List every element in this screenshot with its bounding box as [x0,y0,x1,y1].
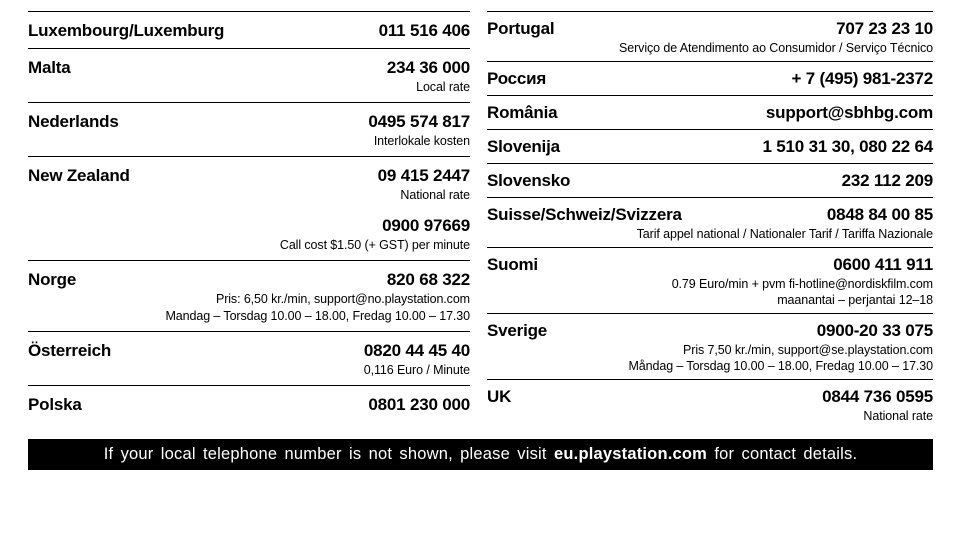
support-email: support@sbhbg.com [765,103,933,122]
row-sverige [487,313,933,379]
row-polska [28,385,470,422]
hours-note: Mandag – Torsdag 10.00 – 18.00, Fredag 10.00 – 17.30 [165,309,470,323]
service-note: Serviço de Atendimento ao Consumidor / Serviço Técnico [619,41,933,55]
row-luxembourg [28,11,470,48]
phone-number: 09 415 2447 [377,166,470,185]
country-name: Россия [487,69,547,88]
phone-number: 0820 44 45 40 [363,341,470,360]
phone-number: 0600 411 911 [833,255,933,274]
phone-number: 0801 230 000 [368,395,470,414]
rate-note: 0,116 Euro / Minute [363,363,470,377]
footer-text [104,445,858,464]
country-name: Norge [28,270,77,289]
rate-note: National rate [863,409,933,423]
row-malta [28,48,470,102]
country-name: Österreich [28,341,112,360]
country-name: New Zealand [28,166,130,185]
country-name: Slovenija [487,137,560,156]
phone-number: 0844 736 0595 [822,387,933,406]
contact-column-right [487,11,933,429]
country-name: UK [487,387,512,406]
country-name: Slovensko [487,171,571,190]
rate-note: Pris 7,50 kr./min, support@se.playstation.com [683,343,933,357]
row-romania [487,95,933,129]
rate-note: Tarif appel national / Nationaler Tarif / Tariffa Nazionale [636,227,933,241]
row-suisse [487,197,933,247]
hours-note: Måndag – Torsdag 10.00 – 18.00, Fredag 10.00 – 17.30 [628,359,933,373]
phone-number: 820 68 322 [386,270,470,289]
rate-note: Pris: 6,50 kr./min, support@no.playstation.com [215,292,470,306]
row-nederlands [28,102,470,156]
row-new-zealand [28,156,470,260]
rate-note: Local rate [416,80,470,94]
phone-number: 234 36 000 [386,58,470,77]
phone-number: 011 516 406 [378,21,470,40]
phone-number: 0900 97669 [382,216,470,235]
rate-note: Interlokale kosten [373,134,470,148]
rate-note: 0.79 Euro/min + pvm fi-hotline@nordiskfilm.com [671,277,933,291]
footer-banner [28,439,933,470]
rate-note: Call cost $1.50 (+ GST) per minute [279,238,470,252]
country-name: Suomi [487,255,538,274]
country-name: Nederlands [28,112,119,131]
phone-number: 1 510 31 30, 080 22 64 [762,137,933,156]
phone-number: 0495 574 817 [368,112,470,131]
row-uk [487,379,933,429]
country-name: Suisse/Schweiz/Svizzera [487,205,682,224]
rate-note: National rate [400,188,470,202]
footer-text-after: for contact details. [714,445,858,463]
footer-url: eu.playstation.com [554,445,708,463]
row-suomi [487,247,933,313]
country-name: Luxembourg/Luxemburg [28,21,225,40]
country-name: Polska [28,395,82,414]
row-slovensko [487,163,933,197]
country-name: Portugal [487,19,555,38]
footer-text-before: If your local telephone number is not shown, please visit [103,445,547,463]
row-slovenija [487,129,933,163]
contact-column-left [28,11,470,422]
row-rossiya [487,61,933,95]
phone-number: + 7 (495) 981-2372 [791,69,933,88]
row-oesterreich [28,331,470,385]
country-name: Sverige [487,321,548,340]
phone-number: 707 23 23 10 [836,19,933,38]
country-name: România [487,103,558,122]
secondary-contact [28,214,470,254]
row-norge [28,260,470,331]
phone-number: 232 112 209 [841,171,933,190]
country-name: Malta [28,58,71,77]
row-portugal [487,11,933,61]
phone-number: 0900-20 33 075 [816,321,933,340]
hours-note: maanantai – perjantai 12–18 [777,293,933,307]
phone-number: 0848 84 00 85 [826,205,933,224]
